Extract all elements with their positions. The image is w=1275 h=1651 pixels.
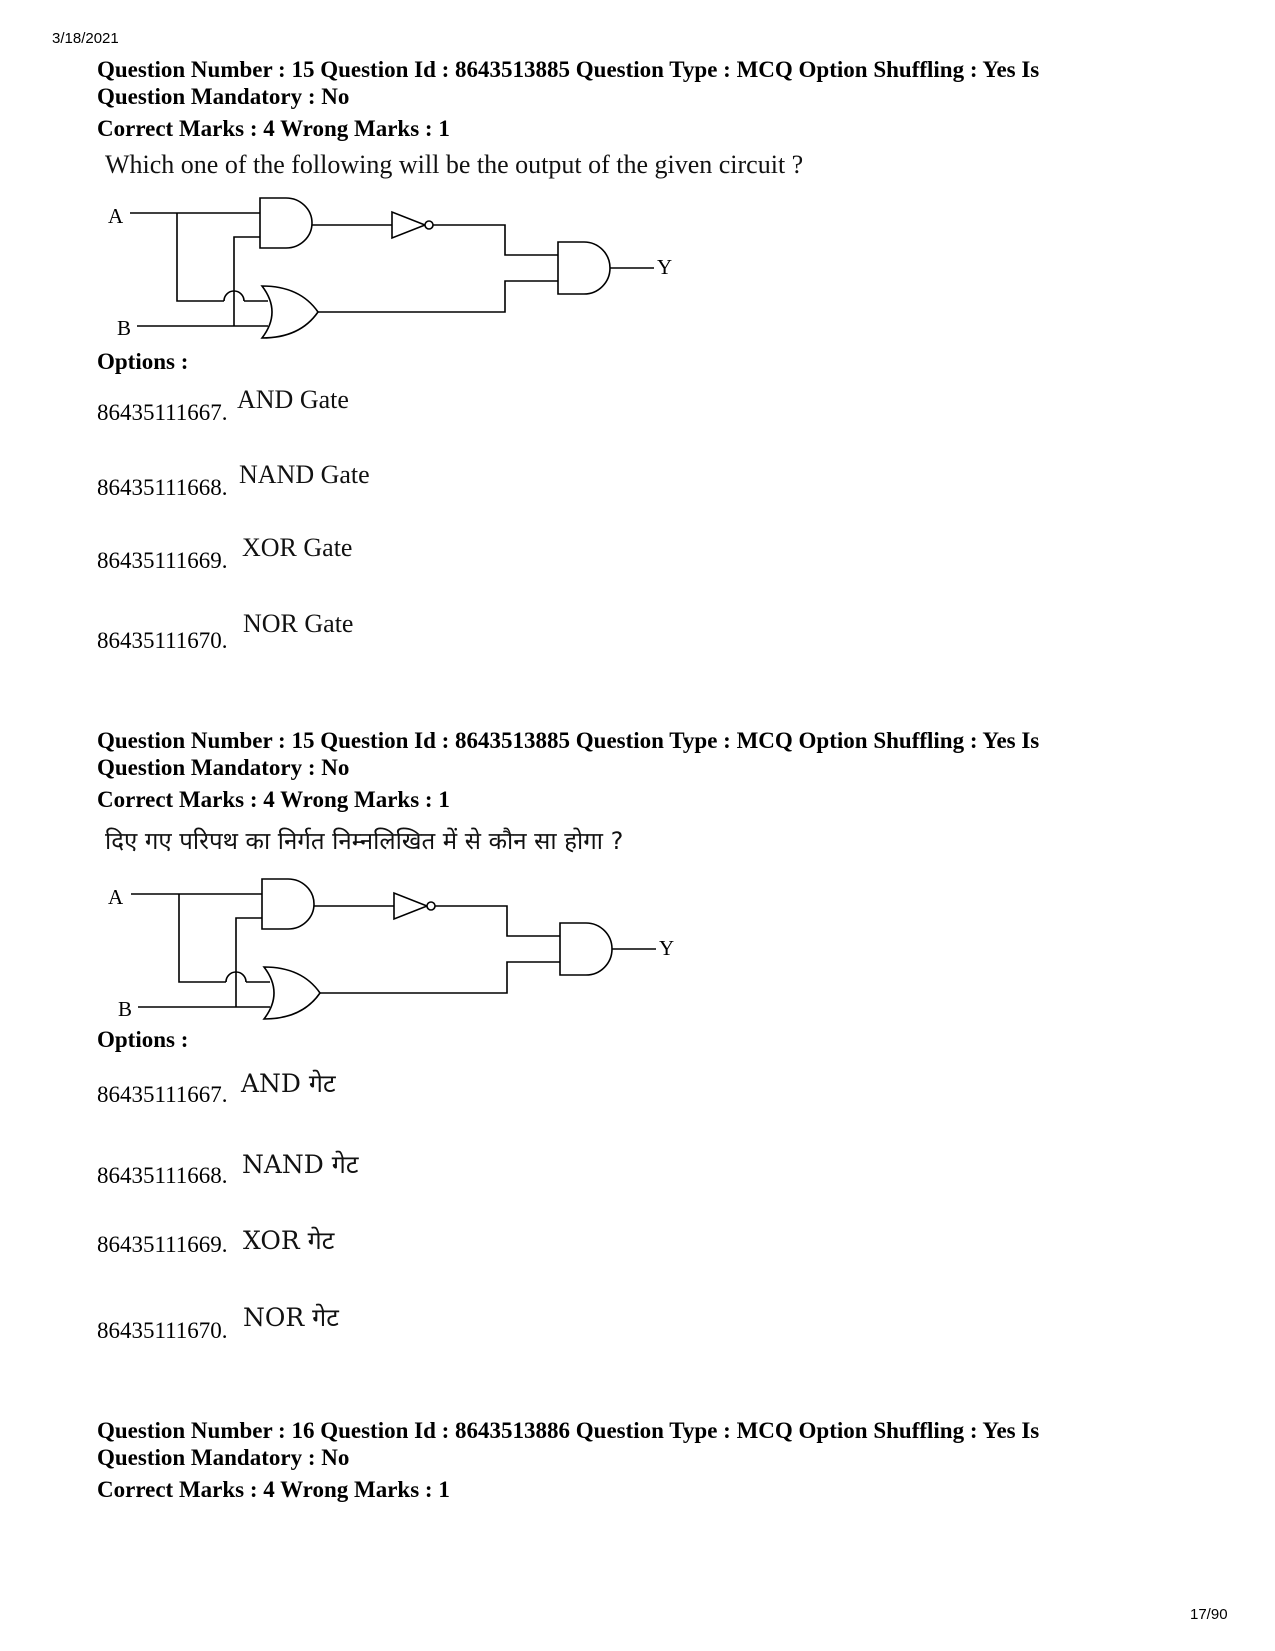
- option-id: 86435111669.: [97, 1232, 228, 1257]
- output-y-label: Y: [657, 255, 673, 279]
- question-mandatory: Question Mandatory : No: [97, 755, 350, 780]
- option-id: 86435111667.: [97, 400, 228, 425]
- or-gate: [262, 286, 318, 338]
- input-b-label: B: [117, 316, 132, 340]
- output-y-label: Y: [659, 936, 675, 960]
- and-gate-2: [560, 923, 612, 975]
- or-gate: [264, 967, 320, 1019]
- option-text: XOR गेट: [243, 1226, 335, 1255]
- option-text: NAND Gate: [239, 460, 370, 489]
- not-gate: [392, 212, 425, 238]
- option-text: AND गेट: [241, 1069, 336, 1098]
- wire-not-out: [435, 906, 560, 936]
- input-a-label: A: [108, 204, 124, 228]
- option-id: 86435111670.: [97, 628, 228, 653]
- option-id: 86435111667.: [97, 1082, 228, 1107]
- question-stem: दिए गए परिपथ का निर्गत निम्नलिखित में से कौन सा होगा ?: [105, 827, 624, 855]
- option-text: NOR गेट: [243, 1303, 339, 1332]
- wire-a-branch: [177, 213, 224, 301]
- option-id: 86435111669.: [97, 548, 228, 573]
- option-text: XOR Gate: [242, 533, 353, 562]
- wire-not-out: [433, 225, 558, 255]
- print-date: 3/18/2021: [52, 30, 119, 47]
- and-gate-2: [558, 242, 610, 294]
- option-id: 86435111668.: [97, 1163, 228, 1188]
- not-gate-bubble: [425, 221, 433, 229]
- wire-or-out: [320, 962, 560, 993]
- option-text: AND Gate: [237, 385, 349, 414]
- question-marks: Correct Marks : 4 Wrong Marks : 1: [97, 1477, 450, 1502]
- wire-b-branch: [236, 918, 262, 1007]
- question-marks: Correct Marks : 4 Wrong Marks : 1: [97, 787, 450, 812]
- input-b-label: B: [118, 997, 133, 1021]
- question-marks: Correct Marks : 4 Wrong Marks : 1: [97, 116, 450, 141]
- not-gate-bubble: [427, 902, 435, 910]
- wire-or-out: [318, 281, 558, 312]
- option-id: 86435111668.: [97, 475, 228, 500]
- option-text: NAND गेट: [242, 1150, 359, 1179]
- page-number: 17/90: [1190, 1606, 1228, 1623]
- question-stem: Which one of the following will be the output of the given circuit ?: [105, 150, 804, 179]
- wire-a-branch: [179, 894, 226, 982]
- logic-circuit-diagram: [0, 0, 720, 360]
- options-label: Options :: [97, 349, 189, 374]
- input-a-label: A: [108, 885, 124, 909]
- option-text: NOR Gate: [243, 609, 354, 638]
- and-gate-1: [262, 879, 314, 929]
- and-gate-1: [260, 198, 312, 248]
- not-gate: [394, 893, 427, 919]
- question-header: Question Number : 15 Question Id : 8643513885 Question Type : MCQ Option Shuffling : Yes Is: [97, 57, 1040, 82]
- question-header: Question Number : 15 Question Id : 8643513885 Question Type : MCQ Option Shuffling : Yes Is: [97, 728, 1040, 753]
- option-id: 86435111670.: [97, 1318, 228, 1343]
- wire-b-branch: [234, 237, 260, 326]
- question-header: Question Number : 16 Question Id : 8643513886 Question Type : MCQ Option Shuffling : Yes Is: [97, 1418, 1040, 1443]
- question-mandatory: Question Mandatory : No: [97, 1445, 350, 1470]
- question-mandatory: Question Mandatory : No: [97, 84, 350, 109]
- options-label: Options :: [97, 1027, 189, 1052]
- logic-circuit-diagram: [0, 680, 720, 1040]
